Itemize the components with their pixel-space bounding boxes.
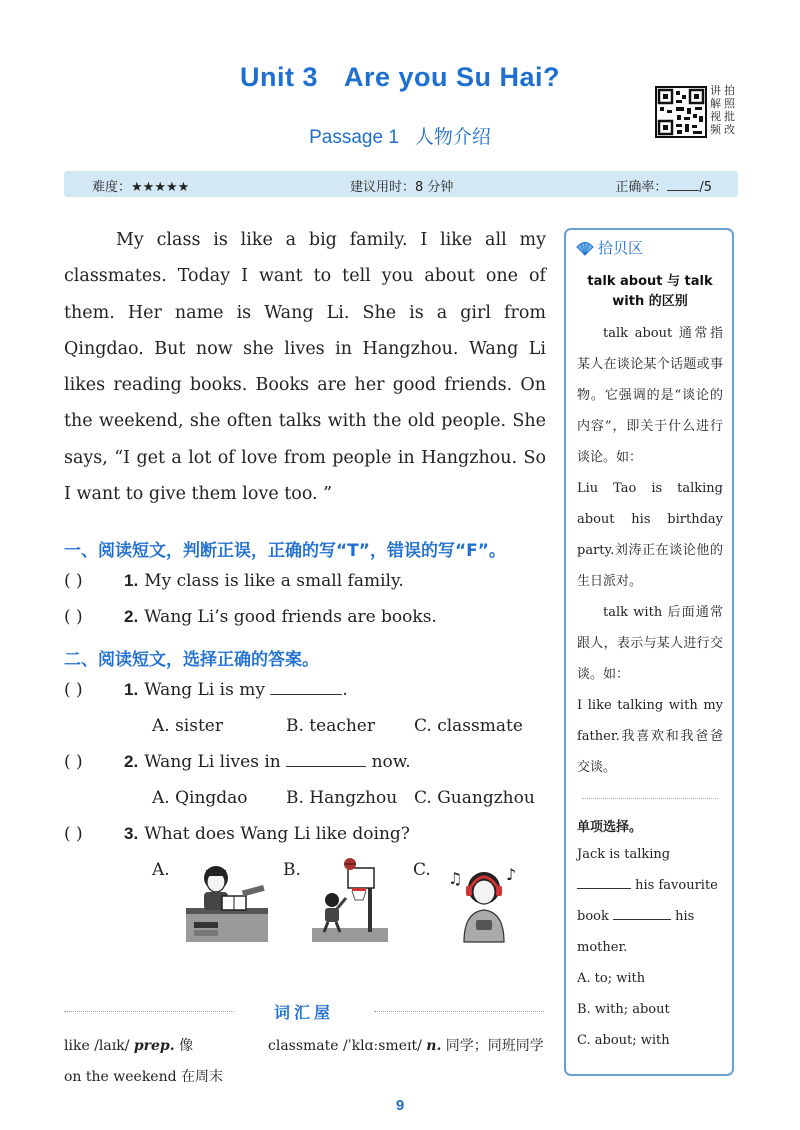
page-number: 9: [395, 1097, 405, 1114]
qr-code-icon[interactable]: [655, 86, 707, 138]
vocab-word: on the weekend: [64, 1069, 177, 1085]
unit-name: Are you Su Hai?: [343, 62, 561, 92]
vocab-phonetic: /laɪk/: [94, 1038, 130, 1054]
example-chinese: 我喜欢和我爸爸交谈。: [577, 729, 723, 775]
answer-blank[interactable]: ( ): [64, 752, 83, 772]
basketball-kid-image[interactable]: [310, 858, 390, 944]
question-number: 2.: [124, 752, 139, 771]
question-text: What does Wang Li like doing?: [144, 824, 410, 844]
example-english: I like talking with my father.: [577, 698, 723, 744]
vocab-meaning: 同学；同班同学: [445, 1038, 544, 1054]
unit-number: Unit 3: [239, 62, 318, 92]
accuracy-total: /5: [699, 180, 712, 195]
question-number: 1.: [124, 571, 139, 590]
vocab-item-like: [64, 1035, 193, 1055]
difficulty: [92, 176, 189, 195]
quiz-option-a[interactable]: A. to; with: [577, 971, 646, 986]
option-a[interactable]: A.: [152, 860, 170, 880]
tf-question-1: [64, 571, 404, 591]
quiz-text-1: Jack is talking: [577, 847, 671, 862]
vocab-title: 词汇屋: [273, 1003, 334, 1022]
question-number: 3.: [124, 824, 139, 843]
svg-text:♫: ♫: [448, 869, 463, 888]
section1-heading: 一、阅读短文，判断正误，正确的写“T”，错误的写“F”。: [64, 541, 506, 561]
shell-icon: [576, 240, 594, 256]
vocab-word: like: [64, 1038, 90, 1054]
qr-caption: [710, 84, 746, 136]
vocab-meaning: 在周末: [181, 1069, 224, 1085]
mc-question-1: [64, 680, 348, 700]
mc-options-2: [0, 788, 560, 812]
vocab-phonetic: /ˈklɑːsmeɪt/: [343, 1038, 422, 1054]
option-b[interactable]: B.: [283, 860, 301, 880]
fill-blank[interactable]: [286, 766, 366, 767]
example-chinese: 刘涛正在谈论他的生日派对。: [577, 543, 723, 589]
vocab-heading: [64, 1000, 544, 1024]
quiz-option-b[interactable]: B. with; about: [577, 1002, 670, 1017]
qr-caption-char: 讲: [710, 84, 721, 97]
vocab-pos: n.: [426, 1038, 442, 1054]
question-text: My class is like a small family.: [144, 571, 404, 591]
reading-passage: [64, 222, 546, 512]
fill-blank[interactable]: [270, 694, 342, 695]
tf-question-2: [64, 607, 437, 627]
question-text: Wang Li’s good friends are books.: [144, 607, 437, 627]
question-text-end: now.: [371, 752, 411, 772]
sidebar-content: [577, 318, 723, 783]
quiz-blank-2[interactable]: [613, 919, 671, 920]
option-b[interactable]: B. teacher: [286, 716, 375, 736]
quiz-text-3: his mother.: [577, 909, 695, 955]
sidebar-title: talk about 与 talk with 的区别: [587, 274, 713, 309]
quiz-text-2: his favourite book: [577, 878, 718, 924]
question-text-end: .: [342, 680, 348, 700]
suggested-time: 建议用时：8 分钟: [350, 180, 454, 195]
question-number: 2.: [124, 607, 139, 626]
mc-question-2: [64, 752, 411, 772]
qr-caption-char: 拍: [724, 84, 735, 97]
section2-heading: 二、阅读短文，选择正确的答案。: [64, 650, 319, 670]
quiz-option-c[interactable]: C. about; with: [577, 1033, 670, 1048]
sidebar-example-2: [577, 690, 723, 783]
vocab-word: classmate: [268, 1038, 339, 1054]
info-bar: [64, 171, 738, 197]
option-c[interactable]: C.: [413, 860, 431, 880]
svg-text:♪: ♪: [506, 865, 517, 884]
qr-caption-char: 频: [710, 123, 721, 136]
qr-caption-char: 视: [710, 110, 721, 123]
sidebar-title-block: [577, 272, 723, 312]
divider: [374, 1011, 544, 1012]
vocab-pos: prep.: [133, 1038, 175, 1054]
passage-topic: 人物介绍: [414, 127, 491, 148]
sidebar-quiz: [577, 816, 723, 1056]
question-text: Wang Li is my: [144, 680, 265, 700]
quiz-question: [577, 839, 723, 963]
qr-caption-char: 解: [710, 97, 721, 110]
option-a[interactable]: A. Qingdao: [152, 788, 248, 808]
vocab-item-weekend: [64, 1066, 223, 1086]
sidebar-divider: [582, 798, 718, 799]
difficulty-label: 难度：: [92, 180, 132, 195]
sidebar-heading-text: 拾贝区: [598, 239, 644, 257]
quiz-blank-1[interactable]: [577, 888, 631, 889]
answer-blank[interactable]: ( ): [64, 607, 83, 627]
example-english: Liu Tao is talking about his birthday party.: [577, 481, 723, 558]
quiz-title: 单项选择。: [577, 820, 643, 835]
mc-options-1: [0, 716, 560, 740]
option-c[interactable]: C. classmate: [414, 716, 523, 736]
accuracy-blank[interactable]: [667, 190, 699, 191]
sidebar-para-1: talk about 通常指某人在谈论某个话题或事物。它强调的是“谈论的内容”，即关于什么进行谈论。如：: [577, 326, 723, 465]
reading-girl-image[interactable]: [182, 860, 272, 944]
passage-text: My class is like a big family. I like all my classmates. Today I want to tell you about one of them. Her name is Wang Li. She is a girl from Qingdao. But now she lives in Hangzhou. Wang Li likes reading books. Books are her good friends. On the weekend, she often talks with the old people. She says, “I get a lot of love from people in Hangzhou. So I want to give them love too. ”: [64, 230, 546, 505]
answer-blank[interactable]: ( ): [64, 680, 83, 700]
sidebar-para-2: talk with 后面通常跟人，表示与某人进行交谈。如：: [577, 605, 723, 682]
accuracy-label: 正确率：: [615, 180, 668, 195]
qr-caption-char: 照: [724, 97, 735, 110]
mc-question-3: [64, 824, 410, 844]
sidebar-example-1: [577, 473, 723, 597]
vocab-meaning: 像: [179, 1038, 194, 1054]
qr-caption-char: 改: [724, 123, 735, 136]
option-a[interactable]: A. sister: [152, 716, 223, 736]
question-text: Wang Li lives in: [144, 752, 281, 772]
option-c[interactable]: C. Guangzhou: [414, 788, 535, 808]
option-b[interactable]: B. Hangzhou: [286, 788, 398, 808]
qr-caption-char: 批: [724, 110, 735, 123]
sidebar-heading: [576, 237, 643, 258]
answer-blank[interactable]: ( ): [64, 571, 83, 591]
music-girl-image[interactable]: [446, 862, 524, 944]
tips-sidebar: [564, 228, 734, 1076]
accuracy: [615, 176, 712, 195]
passage-number: Passage 1: [309, 127, 399, 148]
vocab-item-classmate: [268, 1035, 544, 1055]
answer-blank[interactable]: ( ): [64, 824, 83, 844]
question-number: 1.: [124, 680, 139, 699]
difficulty-stars: ★★★★★: [131, 180, 190, 195]
